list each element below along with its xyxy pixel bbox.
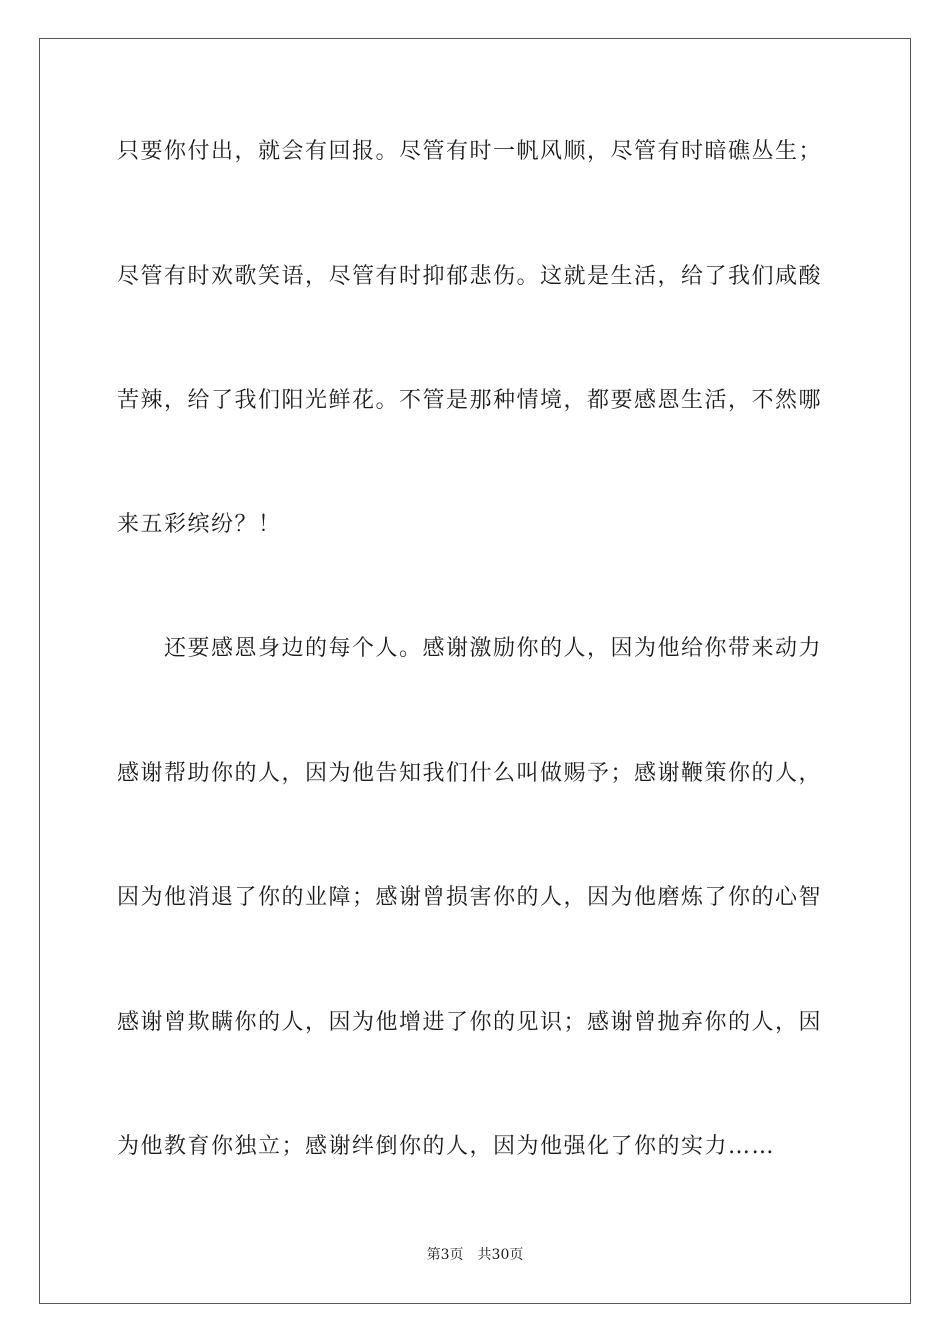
text-line-1: 只要你付出，就会有回报。尽管有时一帆风顺，尽管有时暗礁丛生； <box>117 139 823 164</box>
text-line-2: 尽管有时欢歌笑语，尽管有时抑郁悲伤。这就是生活，给了我们咸酸 <box>117 264 823 289</box>
text-line-8: 感谢曾欺瞒你的人，因为他增进了你的见识；感谢曾抛弃你的人，因 <box>117 1010 823 1035</box>
text-line-3: 苦辣，给了我们阳光鲜花。不管是那种情境，都要感恩生活，不然哪 <box>117 388 823 413</box>
text-line-7: 因为他消退了你的业障；感谢曾损害你的人，因为他磨炼了你的心智 <box>117 885 823 910</box>
page-border <box>39 38 911 1304</box>
text-line-4: 来五彩缤纷？！ <box>117 512 282 537</box>
text-line-9: 为他教育你独立；感谢绊倒你的人，因为他强化了你的实力…… <box>117 1134 776 1159</box>
text-line-6: 感谢帮助你的人，因为他告知我们什么叫做赐予；感谢鞭策你的人， <box>117 761 823 786</box>
paragraph-start-line: 还要感恩身边的每个人。感谢激励你的人，因为他给你带来动力 <box>164 636 823 661</box>
page-number-footer: 第3页 共30页 <box>426 1247 524 1263</box>
